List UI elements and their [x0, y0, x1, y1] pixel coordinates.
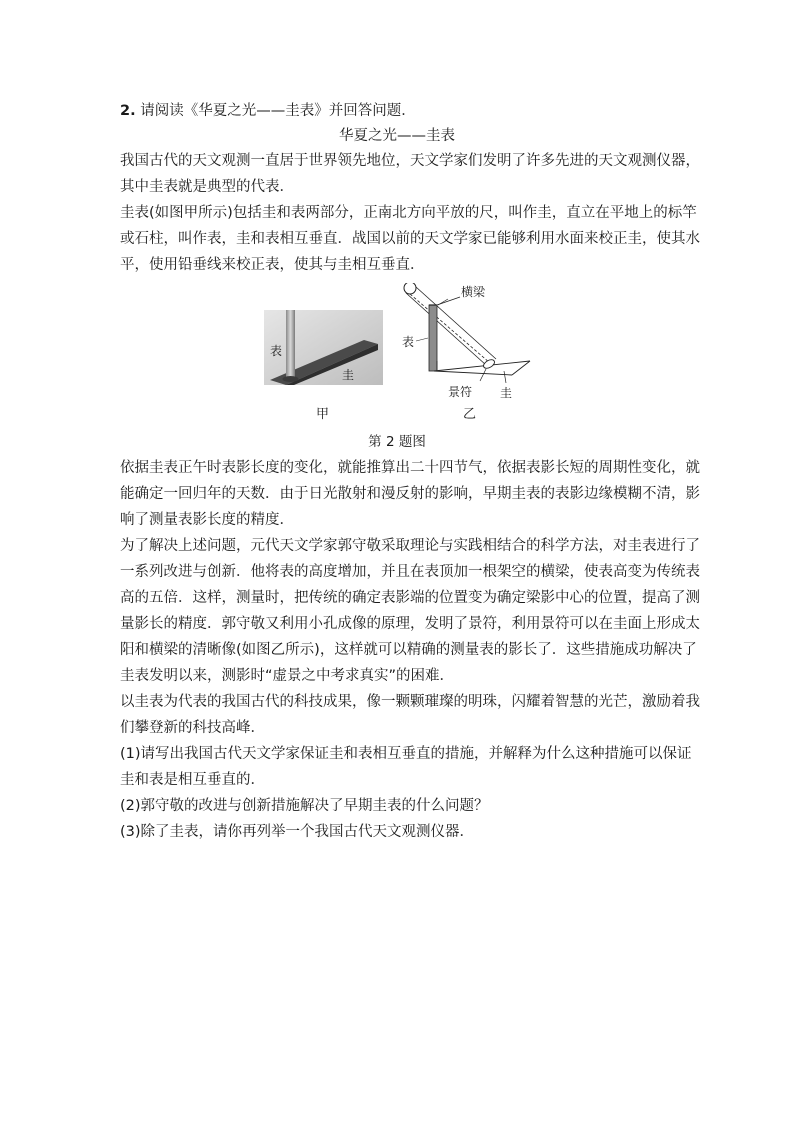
article-line: 们攀登新的科技高峰．: [120, 720, 265, 736]
caption-yi: 乙: [463, 407, 477, 422]
sub-question-1: (1)请写出我国古代天文学家保证圭和表相互垂直的措施，并解释为什么这种措施可以保证: [120, 746, 692, 762]
article-line: 或石柱，叫作表，圭和表相互垂直．战国以前的天文学家已能够利用水面来校正圭，使其水: [120, 231, 700, 247]
sub-question-3: (3)除了圭表，请你再列举一个我国古代天文观测仪器．: [120, 824, 475, 840]
photo-label-biao: 表: [270, 344, 283, 358]
diagram-label-hengliang: 横梁: [461, 285, 486, 299]
article-line: 我国古代的天文观测一直居于世界领先地位，天文学家们发明了许多先进的天文观测仪器，: [120, 153, 700, 169]
gnomon-diagram: [402, 283, 534, 398]
article-title: 华夏之光——圭表: [339, 128, 455, 144]
question-prompt: 请阅读《华夏之光——圭表》并回答问题．: [140, 103, 416, 119]
article-line: 为了解决上述问题，元代天文学家郭守敬采取理论与实践相结合的科学方法，对圭表进行了: [120, 538, 700, 554]
article-line: 圭表发明以来，测影时“虚景之中考求真实”的困难．: [120, 668, 455, 684]
article-line: 以圭表为代表的我国古代的科技成果，像一颗颗璀璨的明珠，闪耀着智慧的光芒，激励着我: [120, 694, 700, 710]
diagram-label-gui: 圭: [500, 386, 513, 400]
question-number: 2.: [120, 103, 136, 119]
article-line: 阳和横梁的清晰像(如图乙所示)，这样就可以精确的测量表的影长了．这些措施成功解决了: [120, 642, 697, 658]
photo-label-gui: 圭: [342, 368, 355, 382]
question-header: [120, 101, 416, 121]
article-line: 平，使用铅垂线来校正表，使其与圭相互垂直．: [120, 257, 425, 273]
article-line: 依据圭表正午时表影长度的变化，就能推算出二十四节气，依据表影长短的周期性变化，就: [120, 460, 700, 476]
article-line: 一系列改进与创新．他将表的高度增加，并且在表顶加一根架空的横梁，使表高变为传统表: [120, 564, 700, 580]
sub-question-2: (2)郭守敬的改进与创新措施解决了早期圭表的什么问题？: [120, 798, 489, 814]
article-line: 能确定一回归年的天数．由于日光散射和漫反射的影响，早期圭表的表影边缘模糊不清，影: [120, 486, 700, 502]
article-line: 响了测量表影长度的精度．: [120, 512, 294, 528]
article-line: 圭表(如图甲所示)包括圭和表两部分，正南北方向平放的尺，叫作圭，直立在平地上的标竿: [120, 205, 697, 221]
figure-gnomon: [264, 283, 534, 423]
caption-jia: 甲: [316, 407, 330, 422]
article-line: 量影长的精度．郭守敬又利用小孔成像的原理，发明了景符，利用景符可以在圭面上形成太: [120, 616, 700, 632]
figure-caption: 第 2 题图: [368, 434, 426, 450]
sub-question-1-cont: 圭和表是相互垂直的．: [120, 772, 265, 788]
diagram-label-biao: 表: [402, 335, 415, 349]
article-line: 其中圭表就是典型的代表．: [120, 179, 294, 195]
diagram-label-jingfu: 景符: [448, 385, 473, 399]
article-line: 高的五倍．这样，测量时，把传统的确定表影端的位置变为确定梁影中心的位置，提高了测: [120, 590, 700, 606]
